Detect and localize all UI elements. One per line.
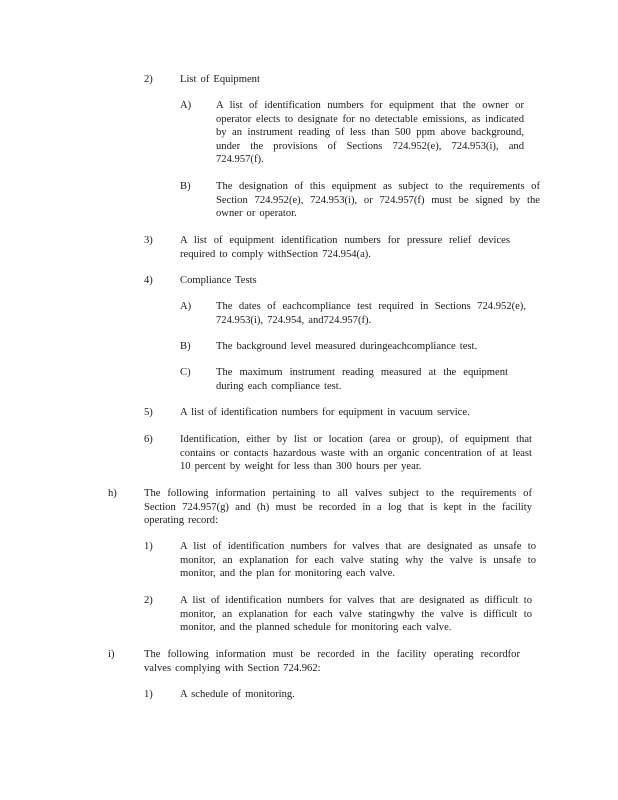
item-4-C-label: C) [180, 367, 191, 378]
item-h-1-label: 1) [144, 541, 153, 552]
item-2-A-text: A list of identification numbers for equipment that the owner or operator elects to designate for no detectable emissions, as indicated by an instrument reading of less than 500 ppm above background, under the provisions of Sections 724.952(e), 724.953(i), and 724.957(f). [216, 100, 524, 166]
item-3-text: A list of equipment identification numbers for pressure relief devices required to comply withSection 724.954(a). [180, 235, 510, 260]
item-i-label: i) [108, 649, 115, 660]
item-i-text: The following information must be recorded in the facility operating recordfor valves complying with Section 724.962: [144, 649, 520, 674]
item-h-2-label: 2) [144, 595, 153, 606]
item-4-A-label: A) [180, 301, 192, 312]
item-2-text: List of Equipment [180, 74, 260, 85]
item-5-text: A list of identification numbers for equipment in vacuum service. [180, 407, 470, 418]
item-2-B-label: B) [180, 181, 191, 192]
item-6-label: 6) [144, 434, 153, 445]
item-h-text: The following information pertaining to all valves subject to the requirements of Section 724.957(g) and (h) must be recorded in a log that is kept in the facility operating record: [144, 488, 532, 527]
item-4-C-text: The maximum instrument reading measured at the equipment during each compliance test. [216, 367, 508, 392]
item-3-label: 3) [144, 235, 153, 246]
item-i-1-text: A schedule of monitoring. [180, 689, 295, 700]
item-h-1-text: A list of identification numbers for valves that are designated as unsafe to monitor, an explanation for each valve stating why the valve is unsafe to monitor, and the plan for monitoring each valve. [180, 541, 536, 580]
item-2-label: 2) [144, 74, 153, 85]
item-4-A-text: The dates of eachcompliance test required in Sections 724.952(e), 724.953(i), 724.954, and724.957(f). [216, 301, 526, 326]
item-4-label: 4) [144, 275, 153, 286]
item-5-label: 5) [144, 407, 153, 418]
item-2-B-text: The designation of this equipment as subject to the requirements of Section 724.952(e), 724.953(i), or 724.957(f) must be signed by the owner or operator. [216, 181, 540, 220]
item-4-B-text: The background level measured duringeachcompliance test. [216, 341, 478, 352]
item-h-label: h) [108, 488, 117, 499]
item-h-2-text: A list of identification numbers for valves that are designated as difficult to monitor, an explanation for each valve statingwhy the valve is difficult to monitor, and the planned schedule for monitoring each valve. [180, 595, 532, 634]
item-i-1-label: 1) [144, 689, 153, 700]
item-2-A-label: A) [180, 100, 192, 111]
item-4-B-label: B) [180, 341, 191, 352]
item-4-text: Compliance Tests [180, 275, 257, 286]
item-6-text: Identification, either by list or location (area or group), of equipment that contains or contacts hazardous waste with an organic concentration of at least 10 percent by weight for less than 300 hours per year. [180, 434, 532, 473]
